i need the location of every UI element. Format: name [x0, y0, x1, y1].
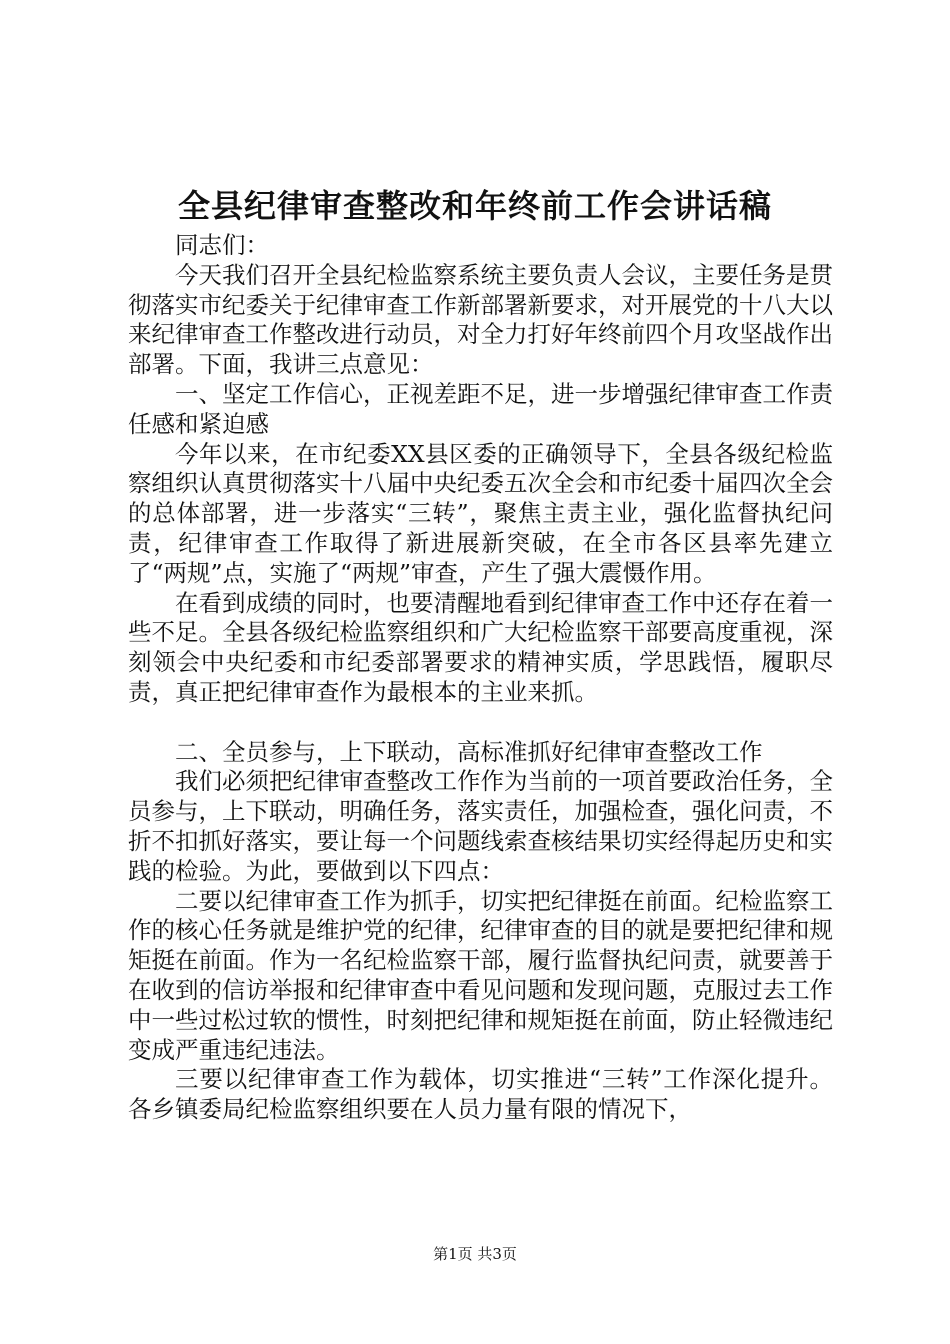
paragraph: 三要以纪律审查工作为载体，切实推进“三转”工作深化提升。各乡镇委局纪检监察组织要在人员力量有限的情况下， [128, 1065, 833, 1124]
paragraph: 今年以来，在市纪委XX县区委的正确领导下，全县各级纪检监察组织认真贯彻落实十八届中央纪委五次全会和市纪委十届四次全会的总体部署，进一步落实“三转”，聚焦主责主业，强化监督执纪问责，纪律审查工作取得了新进展新突破，在全市各区县率先建立了“两规”点，实施了“两规”审查，产生了强大震慑作用。 [128, 439, 833, 587]
salutation: 同志们： [175, 231, 269, 259]
paragraph: 我们必须把纪律审查整改工作作为当前的一项首要政治任务，全员参与，上下联动，明确任务，落实责任，加强检查，强化问责，不折不扣抓好落实，要让每一个问题线索查核结果切实经得起历史和实践的检验。为此，要做到以下四点： [128, 767, 833, 885]
paragraph: 二要以纪律审查工作为抓手，切实把纪律挺在前面。纪检监察工作的核心任务就是维护党的纪律，纪律审查的目的就是要把纪律和规矩挺在前面。作为一名纪检监察干部，履行监督执纪问责，就要善于在收到的信访举报和纪律审查中看见问题和发现问题，克服过去工作中一些过松过软的惯性，时刻把纪律和规矩挺在前面，防止轻微违纪变成严重违纪违法。 [128, 886, 833, 1064]
page-footer: 第1页 共3页 [433, 1245, 517, 1263]
paragraph: 在看到成绩的同时，也要清醒地看到纪律审查工作中还存在着一些不足。全县各级纪检监察组织和广大纪检监察干部要高度重视，深刻领会中央纪委和市纪委部署要求的精神实质，学思践悟，履职尽责，真正把纪律审查作为最根本的主业来抓。 [128, 588, 833, 706]
section-heading-1: 一、坚定工作信心，正视差距不足，进一步增强纪律审查工作责任感和紧迫感 [128, 379, 833, 438]
paragraph-intro: 今天我们召开全县纪检监察系统主要负责人会议，主要任务是贯彻落实市纪委关于纪律审查工作新部署新要求，对开展党的十八大以来纪律审查工作整改进行动员，对全力打好年终前四个月攻坚战作出部署。下面，我讲三点意见： [128, 260, 833, 379]
document-title: 全县纪律审查整改和年终前工作会讲话稿 [177, 187, 772, 225]
section-heading-2: 二、全员参与，上下联动，高标准抓好纪律审查整改工作 [175, 737, 763, 766]
document-body [128, 231, 833, 1125]
